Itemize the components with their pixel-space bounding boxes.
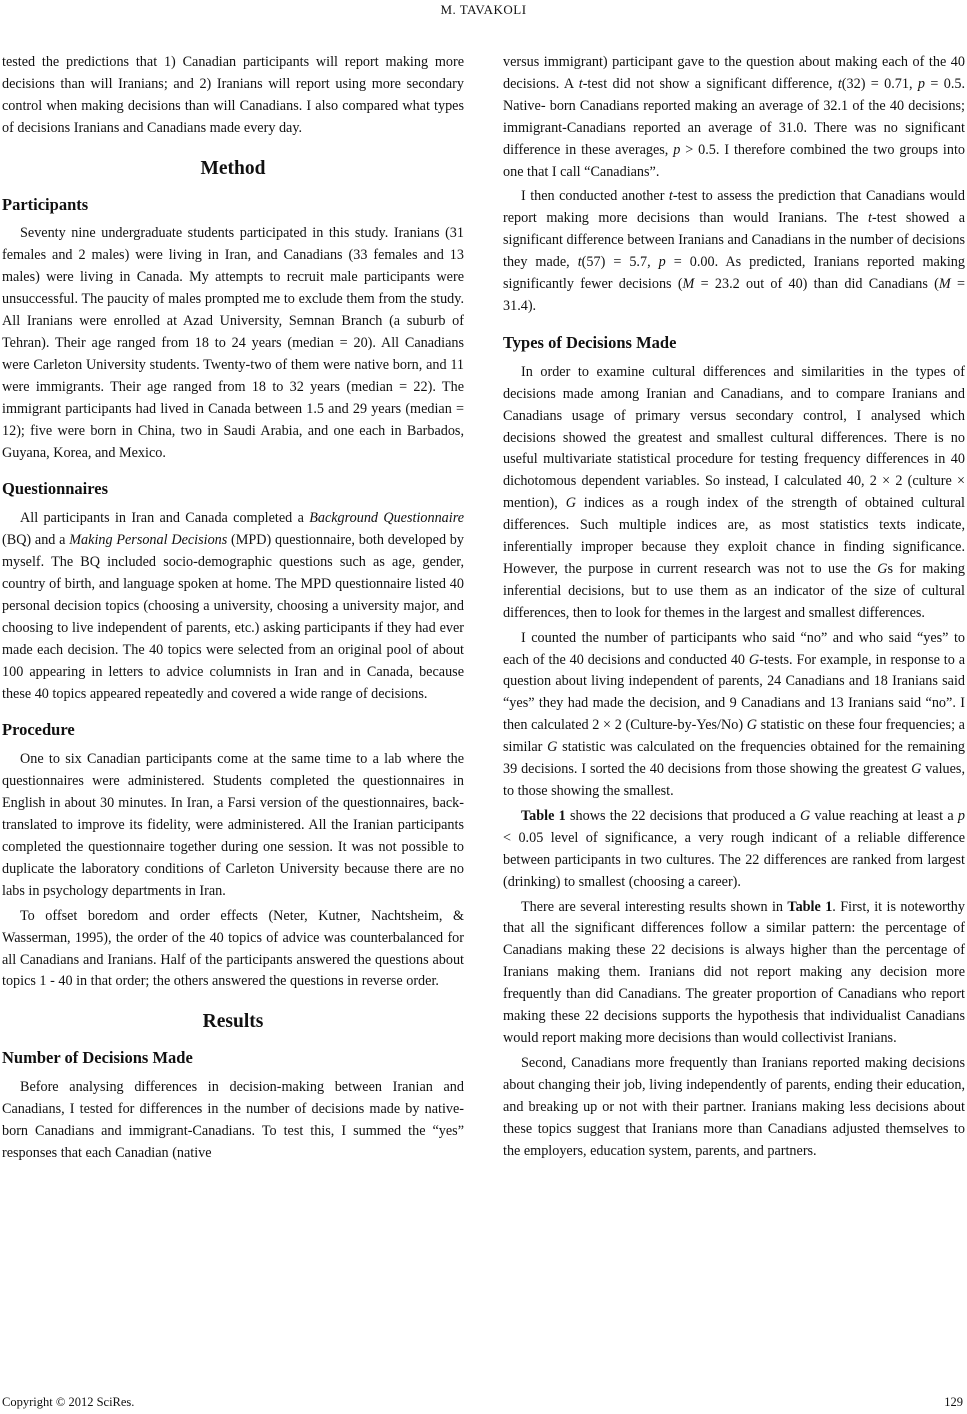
questionnaires-paragraph: All participants in Iran and Canada completed a Background Questionnaire (BQ) and a Making Personal Decisions (MPD) questionnaire, both developed by myself. The BQ included socio-demographic questions such as age, gender, country of birth, and language spoken at home. The MPD questionnaire listed 40 personal decision topics (choosing a university, choosing a university major, and choosing to live independent of parents, etc.) asking participants if they had ever made each decision. The 40 topics were selected from an original pool of about 100 appearing in letters to advice columnists in Iran and in Canada, because these 40 topics appeared repeatedly and covered a wide range of decisions.: [2, 510, 464, 702]
types-paragraph-5: Second, Canadians more frequently than Iranians reported making decisions about changing their job, living independently of parents, ending their education, and breaking up or not with their partner. Iranians making less decisions about these topics suggest that Iranians more than Canadians adjusted themselves to the employers, education system, parents, and partners.: [503, 1054, 965, 1159]
types-of-decisions-heading: Types of Decisions Made: [503, 332, 677, 352]
running-head: M. TAVAKOLI: [440, 2, 527, 17]
number-of-decisions-heading: Number of Decisions Made: [2, 1048, 193, 1068]
procedure-paragraph-1: One to six Canadian participants come at the same time to a lab where the questionnaires were administered. Students completed the questionnaires in English in about 30 minutes. In Iran, a Farsi version of the questionnaires, back-translated to improve its fidelity, were administered. All the Iranian participants completed the questionnaire together during one session. It was not possible to duplicate the laboratory conditions of Carleton University because there are no labs in psychology departments in Iran.: [2, 751, 464, 899]
left-column: [2, 52, 464, 1165]
types-paragraph-2: I counted the number of participants who said “no” and who said “yes” to each of the 40 decisions and conducted 40 G-tests. For example, in response to a question about living independent of parents, 24 Canadians and 18 Iranians said “yes” they had made the decision, and 9 Canadians and 13 Iranians said “no”. I then calculated 2 × 2 (Culture-by-Yes/No) G statistic on these four frequencies; a similar G statistic was calculated on the frequencies obtained for the remaining 39 decisions. I sorted the 40 decisions from those showing the greatest G values, to those showing the smallest.: [503, 629, 966, 799]
results-paragraph-2: I then conducted another t-test to assess the prediction that Canadians would report making more decisions than would Iranians. The t-test showed a significant difference between Iranians and Canadians in the number of decisions they made, t(57) = 5.7, p = 0.00. As predicted, Iranians reported making significantly fewer decisions (M = 23.2 out of 40) than did Canadians (M = 31.4).: [503, 188, 965, 314]
types-paragraph-4: There are several interesting results shown in Table 1. First, it is noteworthy that all the significant differences follow a similar pattern: the percentage of Canadians making these 22 decisions is always higher than the percentage of Iranians making them. Iranians did not report making any decision more frequently than did Canadians. The greater proportion of Canadians who report making these 22 decisions supports the hypothesis that individualist Canadians would report making more decisions than would collectivist Iranians.: [503, 898, 965, 1046]
page-number: 129: [944, 1395, 963, 1409]
intro-paragraph: tested the predictions that 1) Canadian participants will report making more decisions than will Iranians; and 2) Iranians will report using more secondary control when making decisions than will Canadians. I also compared what types of decisions Iranians and Canadians made every day.: [2, 54, 464, 136]
procedure-paragraph-2: To offset boredom and order effects (Neter, Kutner, Nachtsheim, & Wasserman, 1995), the order of the 40 topics of advice was counterbalanced for all Canadians and Iranians. Half of the participants answered the questions about topics 1 - 40 in that order; the others answered the questions in reverse order.: [2, 907, 464, 990]
results-paragraph-1: versus immigrant) participant gave to the question about making each of the 40 decisions. A t-test did not show a significant difference, t(32) = 0.71, p = 0.5. Native- born Canadians reported making an average of 32.1 of the 40 decisions; immigrant-Canadians reported an average of 31.0. There was no significant difference in these averages, p > 0.5. I therefore combined the two groups into one that I call “Canadians”.: [503, 54, 966, 180]
table-1-reference: Table 1: [521, 807, 566, 824]
right-column: [503, 52, 965, 1162]
participants-heading: Participants: [2, 194, 89, 214]
participants-paragraph: Seventy nine undergraduate students participated in this study. Iranians (31 females and 2 males) were living in Iran, and Canadians (33 females and 13 males) were living in Canada. My attempts to recruit male participants were unsuccessful. The paucity of males prompted me to exclude them from the study. All Iranians were enrolled at Azad University, Semnan Branch (a suburb of Tehran). Their age ranged from 18 to 24 years (median = 20). All Canadians were Carleton University students. Twenty-two of them were native born, and 11 were immigrants. Their age ranged from 18 to 32 years (median = 22). The immigrant participants had lived in Canada between 1.5 and 29 years (median = 12); five were born in China, two in Saudi Arabia, and one each in Barbados, Guyana, Korea, and Mexico.: [2, 225, 464, 461]
questionnaires-heading: Questionnaires: [2, 479, 109, 499]
table-1-reference: Table 1: [787, 898, 833, 915]
copyright-notice: Copyright © 2012 SciRes.: [2, 1395, 135, 1409]
number-of-decisions-paragraph: Before analysing differences in decision-making between Iranian and Canadians, I tested for differences in the number of decisions made by native-born Canadians and immigrant-Canadians. To test this, I summed the “yes” responses that each Canadian (native: [2, 1079, 464, 1161]
results-heading: Results: [202, 1011, 264, 1033]
procedure-heading: Procedure: [2, 720, 75, 740]
types-paragraph-3: Table 1 shows the 22 decisions that produced a G value reaching at least a p < 0.05 level of significance, a very rough indicant of a reliable difference between participants in two cultures. The 22 differences are ranked from largest (drinking) to smallest (choosing a career).: [503, 807, 966, 890]
method-heading: Method: [200, 157, 266, 179]
types-paragraph-1: In order to examine cultural differences and similarities in the types of decisions made among Iranian and Canadians, and to compare Iranians and Canadians usage of primary versus secondary control, I analysed which decisions showed the greatest and smallest cultural differences. There is no useful multivariate statistical procedure for testing frequency differences in 40 dichotomous dependent variables. So instead, I calculated 40, 2 × 2 (culture × mention), G indices as a rough index of the strength of obtained cultural differences. Such multiple indices are, as most statistics texts indicate, inferentially improper because they exploit chance in finding significance. However, the purpose in current research was not to use the Gs for making inferential decisions, but to use them as an indicator of the size of cultural differences, then to look for themes in the largest and smallest differences.: [503, 363, 965, 621]
